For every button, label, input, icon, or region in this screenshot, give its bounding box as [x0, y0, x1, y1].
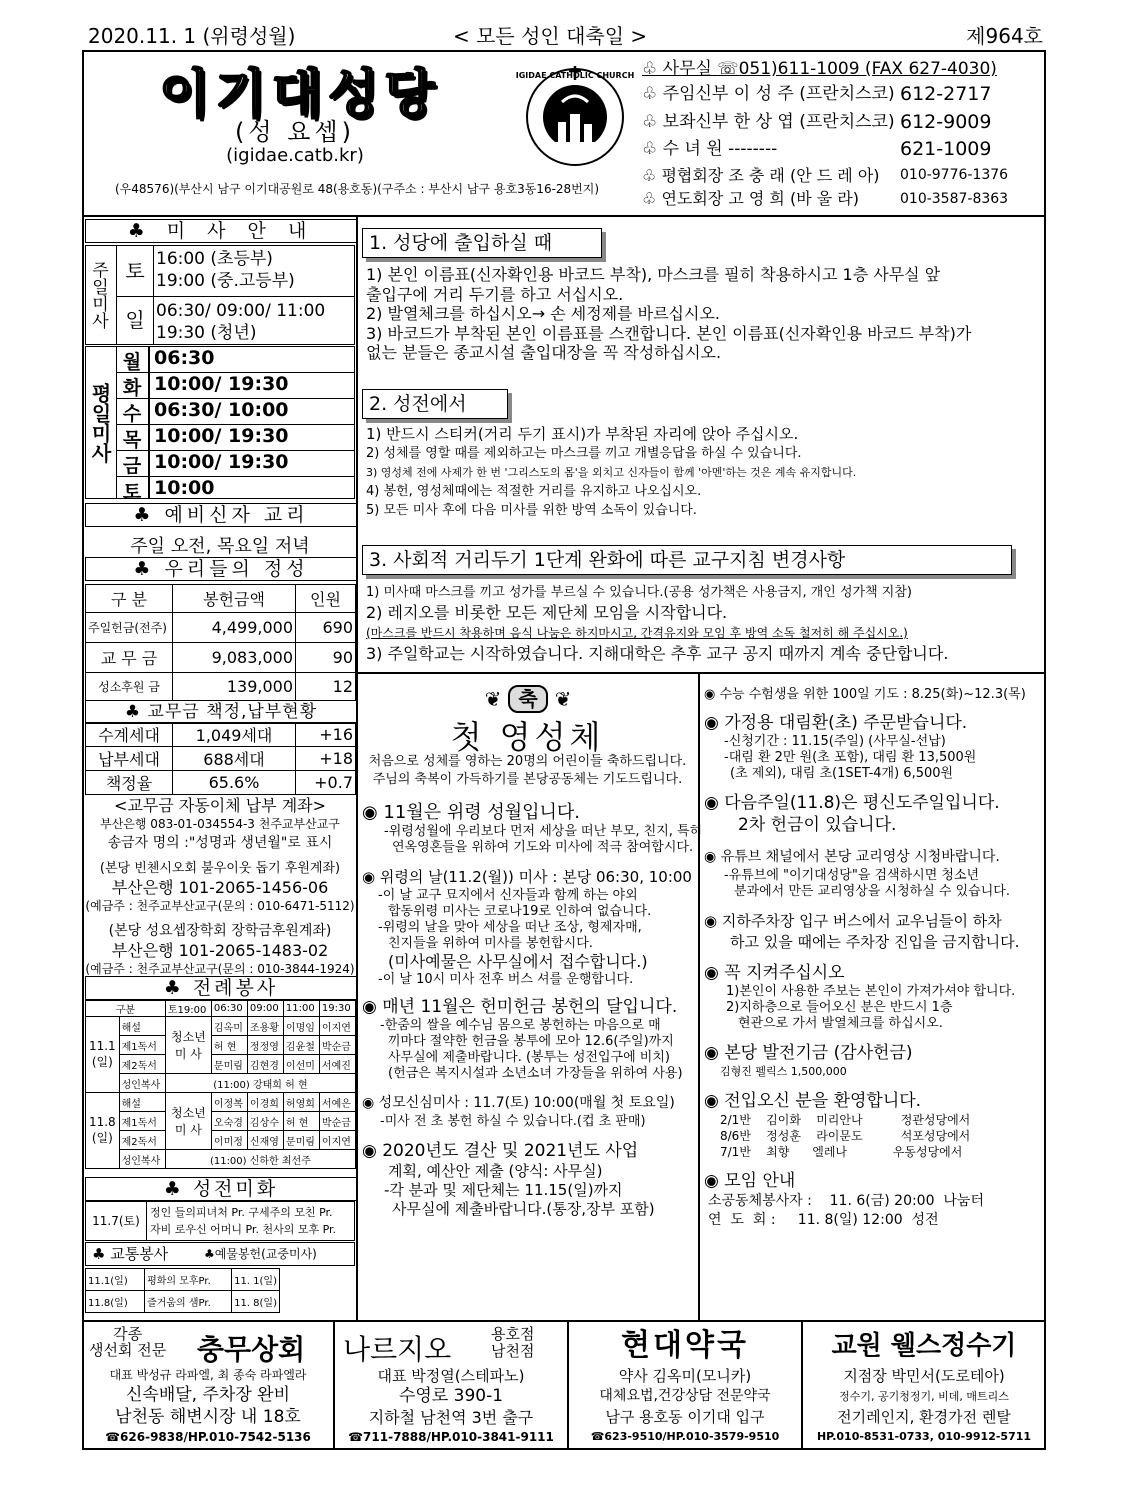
church-patron: (성 요셉): [235, 118, 355, 146]
news-item: ◉ 전입오신 분을 환영합니다. 2/1반 김이화 미리안나 정관성당에서 8/6반 정성훈 라이문도 석포성당에서 7/1반 최향 엘레나 우동성당에서: [704, 1091, 971, 1159]
section2-heading: 2. 성전에서: [362, 389, 508, 419]
section3-body: 1) 미사때 마스크를 끼고 성가를 부르실 수 있습니다.(공용 성가책은 사용금지, 개인 성가책 지참) 2) 레지오를 비롯한 모든 제단체 모임을 시작합니다. (마스크를 반드시 착용하며 음식 나눔은 하지마시고, 간격유지와 모임 후 방역 소독 철저히 해 주십시오.) 3) 주일학교는 시작하였습니다. 지해대학은 추후 교구 공지 때까지 계속 중단합니다.: [366, 585, 949, 663]
contact-row: ♧ 주임신부 이 성 주 (프란치스코) 612-2717: [642, 83, 992, 105]
sunday-label: 주일미사: [86, 246, 117, 344]
office-contact: ♧ 사무실 ☏051)611-1009 (FAX 627-4030): [642, 59, 997, 79]
ad-hyundai-pharmacy: 현대약국 약사 김옥미(모니카) 대체요법,건강상담 전문약국 남구 용호동 이기대 입구 ☎623-9510/HP.010-3579-9510: [571, 1326, 799, 1448]
dues-table: [85, 722, 356, 795]
contact-row: ♧ 보좌신부 한 상 엽 (프란치스코) 612-9009: [642, 111, 992, 133]
traffic-table: [85, 1268, 280, 1313]
table-row: 성인복사 (11:00) 신하한 최선주: [86, 1150, 356, 1169]
weekday-row: 월 06:30: [116, 347, 354, 372]
contact-row: ♧ 수 녀 원 -------- 621-1009: [642, 138, 992, 160]
catechumen-heading: ♣ 예비신자 교리: [85, 503, 357, 527]
news-item: ◉ 성모신심미사 : 11.7(토) 10:00(매월 첫 토요일) -미사 전 초 봉헌 하실 수 있습니다.(컵 초 판매): [362, 1095, 675, 1129]
news-item: ◉ 지하주차장 입구 버스에서 교우님들이 하차 하고 있을 때에는 주차장 진입을 금지합니다.: [704, 912, 1020, 951]
offering-service-heading: ♣예물봉헌(교중미사): [204, 1247, 317, 1261]
contacts-list: [642, 58, 1042, 210]
weekday-rows: [116, 347, 354, 503]
news-item: ◉ 다음주일(11.8)은 평신도주일입니다. 2차 헌금이 있습니다.: [704, 793, 1000, 835]
ad-chungmu: 각종 생선회 전문 충무상회 대표 박성규 라파엘, 최 종숙 라파엘라 신속배달, 주차장 완비 남천동 해변시장 내 18호 ☎626-9838/HP.010-7542-5136: [89, 1325, 311, 1444]
mass-heading: ♣ 미 사 안 내: [85, 219, 357, 243]
table-row: 제1독서 오숙경 김상수 허 현 박순금: [86, 1112, 356, 1131]
sun-label: 일: [117, 297, 154, 344]
ad-kyowon-wells: 교원 웰스정수기 지점장 박민서(도로테아) 정수기, 공기청정기, 비데, 매트리스 전기레인지, 환경가전 렌탈 HP.010-8531-0733, 010-9912-5711: [805, 1326, 1043, 1448]
table-row: 수계세대 1,049세대 +16: [86, 723, 356, 747]
bulletin-title: < 모든 성인 대축일 >: [453, 24, 648, 48]
news-item: ◉ 매년 11월은 헌미헌금 봉헌의 달입니다. -한줌의 쌀을 예수님 몸으로 봉헌하는 마음으로 매 끼마다 절약한 헌금을 봉투에 모아 12.6(주일)까지 사무실에 제출바랍니다. (봉투는 성전입구에 비치) (헌금은 복지시설과 소년소녀 가장들을 위하여 사용): [362, 997, 683, 1081]
bank-accounts: <교무금 자동이체 납부 계좌> 부산은행 083-01-034554-3 천주교부산교구 송금자 명의 :"성명과 생년월"로 표시 (본당 빈첸시오회 불우이웃 돕기 후원계좌) 부산은행 101-2065-1456-06 (예금주 : 천주교부산교구(문의 : 010-6471-5112) (본당 성요셉장학회 장학금후원계좌) 부산은행 101-2065-1483-02 (예금주 : 천주교부산교구(문의 : 010-3844-1924): [85, 796, 355, 976]
table-row: 제1독서 허 현 정정영 김윤철 박순금: [86, 1036, 356, 1055]
weekday-row: 화 10:00/ 19:30: [116, 372, 354, 398]
offering-heading: ♣ 우리들의 정성: [85, 557, 357, 581]
news-left: [362, 802, 703, 1219]
news-item: ◉ 본당 발전기금 (감사헌금) 김형진 펠릭스 1,500,000: [704, 1043, 913, 1078]
news-item: ◉ 수능 수험생을 위한 100일 기도 : 8.25(화)~12.3(목): [704, 687, 1026, 702]
catechumen-text: 주일 오전, 목요일 저녁: [130, 536, 310, 557]
table-row: 구분 토19:00 06:30 09:00 11:00 19:30: [86, 1001, 356, 1017]
altar-row: [85, 1201, 355, 1241]
ad-narzio: 나르지오 용호점 남천점 대표 박정열(스테파노) 수영로 390-1 지하철 남천역 3번 출구 ☎711-7888/HP.010-3841-9111: [343, 1325, 554, 1444]
news-right: [704, 684, 1042, 1230]
traffic-heading-row: [85, 1242, 355, 1266]
liturgy-heading: ♣ 전례봉사: [85, 976, 357, 1000]
logo-text: IGIDAE CATHOLIC CHURCH: [515, 71, 635, 80]
traffic-heading: ♣ 교통봉사: [92, 1245, 169, 1263]
table-row: 납부세대 688세대 +18: [86, 747, 356, 771]
news-item: ◉ 위령의 날(11.2(월)) 미사 : 본당 06:30, 10:00 -이 날 교구 묘지에서 신자들과 함께 하는 야외 합동위령 미사는 코로나19로 인하여 없습니다. -위령의 날을 맞아 세상을 떠난 조상, 형제자매, 친지들을 위하여 미사를 봉헌합시다. (미사예물은 사무실에서 접수합니다.) -이 날 10시 미사 전후 버스 셔를 운행합니다.: [362, 868, 692, 987]
ad-name: 나르지오: [343, 1333, 452, 1366]
liturgy-table: [85, 1000, 356, 1169]
weekday-row: 목 10:00/ 19:30: [116, 424, 354, 450]
ad-name: 현대약국: [621, 1328, 749, 1363]
table-row: 주일헌금(전주) 4,499,000 690: [86, 613, 356, 643]
table-row: 제2독서 이미정 신재영 문미림 이지연: [86, 1131, 356, 1150]
table-row: 교 무 금 9,083,000 90: [86, 643, 356, 673]
communion-badge: ❦ 축 ❦: [484, 687, 572, 711]
table-row: 11.1(일) 평화의 모후Pr. 11. 1(일): [86, 1269, 280, 1291]
section2-body: 1) 반드시 스티커(거리 두기 표시)가 부착된 자리에 앉아 주십시오. 2) 성체를 영할 때를 제외하고는 마스크를 끼고 개별응답을 하실 수 있습니다. 3) 영성체 전에 사제가 한 번 '그리스도의 몸'을 외치고 신자들이 함께 '아멘'하는 것은 계속 유지합니다. 4) 봉헌, 영성체때에는 적절한 거리를 유지하고 나오십시오. 5) 모든 미사 후에 다음 미사를 위한 방역 소독이 있습니다.: [366, 425, 857, 518]
issue-date: 2020.11. 1 (위령성월): [88, 24, 296, 48]
church-website: (igidae.catb.kr): [226, 145, 364, 166]
table-row: 제2독서 문미림 김현경 이선미 서예진: [86, 1055, 356, 1074]
offering-table: [85, 584, 356, 701]
sunday-mass: [85, 245, 355, 345]
news-item: ◉ 유튜브 채널에서 본당 교리영상 시청바랍니다. -유튜브에 "이기대성당"을 검색하시면 청소년 분과에서 만든 교리영상을 시청하실 수 있습니다.: [704, 849, 1010, 899]
table-row: 11.8(일) 즐거움의 샘Pr. 11. 8(일): [86, 1291, 280, 1313]
communion-text: 처음으로 성체를 영하는 20명의 어린이들 축하드립니다. 주님의 축복이 가득하기를 본당공동체는 기도드립니다.: [368, 754, 687, 787]
table-row: 성인복사 (11:00) 강태희 허 현: [86, 1074, 356, 1093]
table-row: 11.1 (일) 해설 청소년 미 사 김옥미 조용황 이명임 이지연: [86, 1017, 356, 1036]
issue-number: 제964호: [966, 24, 1043, 48]
sat-times: 16:00 (초등부) 19:00 (중.고등부): [156, 249, 295, 291]
church-logo: [515, 62, 635, 168]
ad-name: 교원 웰스정수기: [831, 1331, 1017, 1361]
weekday-row: 수 06:30/ 10:00: [116, 398, 354, 424]
news-item: ◉ 11월은 위령 성월입니다. -위령성월에 우리보다 먼저 세상을 떠난 부모, 친지, 특히 연옥영혼들을 위하여 기도와 미사에 적극 참여합시다.: [362, 802, 703, 855]
header-row: [88, 20, 1043, 46]
sat-label: 토: [117, 246, 154, 297]
communion-title: 첫 영성체: [450, 718, 605, 756]
contact-row: ♧ 평협회장 조 충 래 (안 드 레 아) 010-9776-1376: [642, 166, 1009, 185]
altar-groups: 정인 들의피녀처 Pr. 구세주의 모친 Pr. 자비 로우신 어머니 Pr. 천사의 모후 Pr.: [150, 1206, 337, 1236]
table-row: 책정율 65.6% +0.7: [86, 771, 356, 795]
news-item: ◉ 모임 안내 소공동체봉사자 : 11. 6(금) 20:00 나눔터 연 도 회 : 11. 8(일) 12:00 성전: [704, 1171, 984, 1228]
altar-date: 11.7(토): [86, 1202, 147, 1240]
weekday-row: 토 10:00: [116, 476, 354, 499]
dues-heading: ♣ 교무금 책정,납부현황: [85, 700, 357, 724]
weekday-row: 금 10:00/ 19:30: [116, 450, 354, 476]
church-name: 이기대성당: [159, 65, 441, 125]
section3-heading: 3. 사회적 거리두기 1단계 완화에 따른 교구지침 변경사항: [362, 545, 1012, 575]
section1-heading: 1. 성당에 출입하실 때: [362, 228, 602, 258]
news-item: ◉ 꼭 지켜주십시오 1)본인이 사용한 주보는 본인이 가져가셔야 합니다. 2)지하층으로 들어오신 분은 반드시 1층 현관으로 가서 발열체크를 하십시오.: [704, 963, 1016, 1031]
table-row: 성소후원 금 139,000 12: [86, 673, 356, 701]
table-row: 구 분 봉헌금액 인원: [86, 585, 356, 613]
news-item: ◉ 2020년도 결산 및 2021년도 사업 계획, 예산안 제출 (양식: 사무실) -각 분과 및 제단체는 11.15(일)까지 사무실에 제출바랍니다.(통장,장부 포함): [362, 1141, 655, 1218]
weekday-label: 평일미사: [86, 347, 117, 498]
contact-row: ♧ 연도회장 고 영 희 (바 울 라) 010-3587-8363: [642, 189, 1009, 208]
ad-name: 충무상회: [197, 1333, 306, 1366]
section1-body: 1) 본인 이름표(신자확인용 바코드 부착), 마스크를 필히 착용하시고 1층 사무실 앞 출입구에 거리 두기를 하고 서십시오. 2) 발열체크를 하십시오→ 손 세정제를 바르십시오. 3) 바코드가 부착된 본인 이름표를 스캔합니다. 본인 이름표(신자확인용 바코드 부착)가 없는 분들은 종교시설 출입대장을 꼭 작성하십시오.: [366, 265, 972, 362]
altar-heading: ♣ 성전미화: [85, 1177, 357, 1201]
church-address: (우48576)(부산시 남구 이기대공원로 48(용호동)(구주소 : 부산시 남구 용호3동16-28번지): [115, 182, 600, 196]
news-item: ◉ 가정용 대림환(초) 주문받습니다. -신청기간 : 11.15(주일) (사무실-선납) -대림 환 2만 원(초 포함), 대림 환 13,500원 (초 제외), 대림 초(1SET-4개) 6,500원: [704, 713, 977, 781]
table-row: 11.8 (일) 해설 청소년 미 사 이정복 이경희 허영희 서예은: [86, 1093, 356, 1112]
sun-times: 06:30/ 09:00/ 11:00 19:30 (청년): [156, 301, 326, 343]
